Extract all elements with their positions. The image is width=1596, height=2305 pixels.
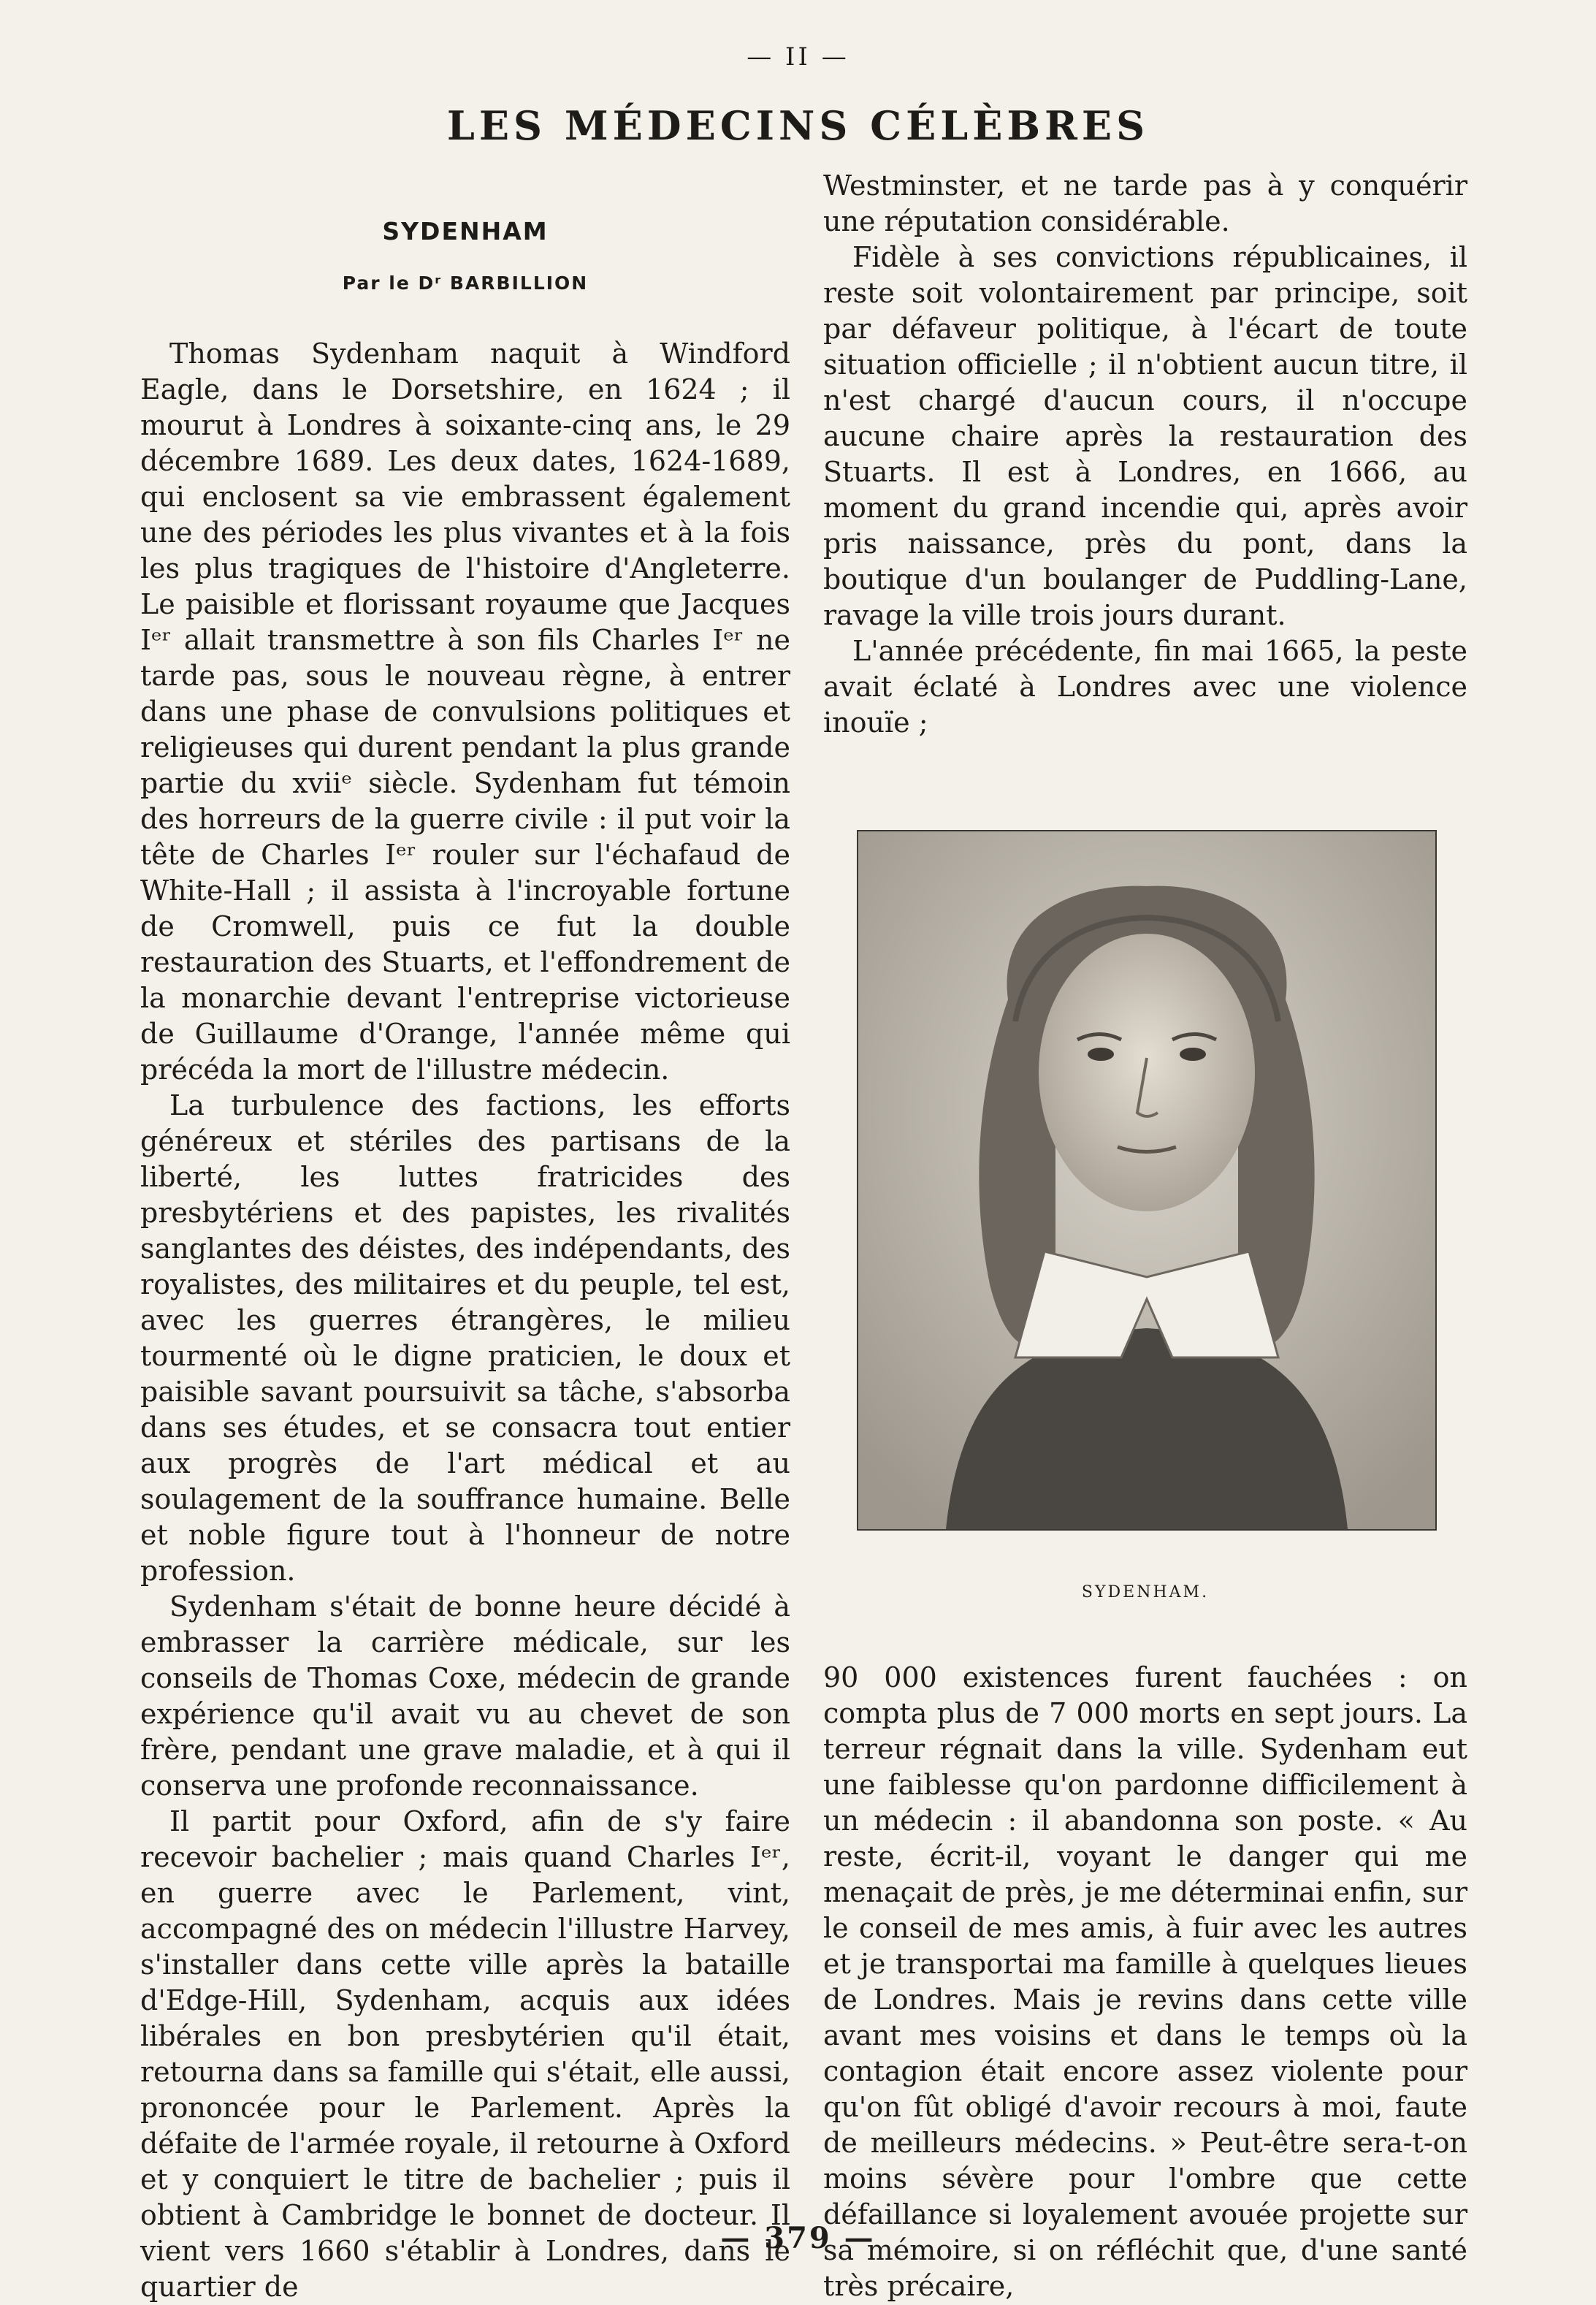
right-column xyxy=(823,168,1467,2304)
page-number: — 379 — xyxy=(720,2221,876,2255)
folio: — II — xyxy=(747,42,849,72)
paragraph: Thomas Sydenham naquit à Windford Eagle, dans le Dorsetshire, en 1624 ; il mourut à Londres à soixante-cinq ans, le 29 décembre 1689. Les deux dates, 1624-1689, qui enclosent sa vie embrassent également une des périodes les plus vivantes et à la fois les plus tragiques de l'histoire d'Angleterre. Le paisible et florissant royaume que Jacques Iᵉʳ allait transmettre à son fils Charles Iᵉʳ ne tarde pas, sous le nouveau règne, à entrer dans une phase de convulsions politiques et religieuses qui durent pendant la plus grande partie du xviiᵉ siècle. Sydenham fut témoin des horreurs de la guerre civile : il put voir la tête de Charles Iᵉʳ rouler sur l'échafaud de White-Hall ; il assista à l'incroyable fortune de Cromwell, puis ce fut la double restauration des Stuarts, et l'effondrement de la monarchie devant l'entreprise victorieuse de Guillaume d'Orange, l'année même qui précéda la mort de l'illustre médecin. xyxy=(140,338,790,1086)
portrait-image xyxy=(857,830,1437,1531)
portrait-figure xyxy=(857,830,1434,1610)
paragraph: 90 000 existences furent fauchées : on compta plus de 7 000 morts en sept jours. La terreur régnait dans la ville. Sydenham eut une faiblesse qu'on pardonne difficilement à un médecin : il abandonna son poste. « Au reste, écrit-il, voyant le danger qui me menaçait de près, je me déterminai enfin, sur le conseil de mes amis, à fuir avec les autres et je transportai ma famille à quelques lieues de Londres. Mais je revins dans cette ville avant mes voisins et dans le temps où la contagion était encore assez violente pour qu'on fût obligé d'avoir recours à moi, faute de meilleurs médecins. » Peut-être sera-t-on moins sévère pour l'ombre que cette défaillance si loyalement avouée projette sur sa mémoire, si on réfléchit que, d'une santé très précaire, xyxy=(823,1661,1467,2302)
left-column xyxy=(140,168,790,2305)
portrait-caption: SYDENHAM. xyxy=(1081,1583,1210,1601)
article-title: SYDENHAM xyxy=(382,217,549,245)
paragraph: La turbulence des factions, les efforts généreux et stériles des partisans de la liberté, les luttes fratricides des presbytériens et des papistes, les rivalités sanglantes des déistes, des indépendants, des royalistes, des militaires et du peuple, tel est, avec les guerres étrangères, le milieu tourmenté où le digne praticien, le doux et paisible savant poursuivit sa tâche, s'absorba dans ses études, et se consacra tout entier aux progrès de l'art médical et au soulagement de la souffrance humaine. Belle et noble figure tout à l'honneur de notre profession. xyxy=(140,1089,790,1587)
paragraph: Sydenham s'était de bonne heure décidé à embrasser la carrière médicale, sur les conseils de Thomas Coxe, médecin de grande expérience qu'il avait vu au chevet de son frère, pendant une grave maladie, et à qui il conserva une profonde reconnaissance. xyxy=(140,1590,790,1802)
section-title: LES MÉDECINS CÉLÈBRES xyxy=(446,102,1150,149)
portrait-illustration xyxy=(858,831,1435,1529)
paragraph: Il partit pour Oxford, afin de s'y faire recevoir bachelier ; mais quand Charles Iᵉʳ, en guerre avec le Parlement, vint, accompagné des on médecin l'illustre Harvey, s'installer dans cette ville après la bataille d'Edge-Hill, Sydenham, acquis aux idées libérales en bon presbytérien qu'il était, retourna dans sa famille qui s'était, elle aussi, prononcée pour le Parlement. Après la défaite de l'armée royale, il retourne à Oxford et y conquiert le titre de bachelier ; puis il obtient à Cambridge le bonnet de docteur. Il vient vers 1660 s'établir à Londres, dans le quartier de xyxy=(140,1805,790,2303)
article-byline: Par le Dʳ BARBILLION xyxy=(342,273,589,294)
paragraph: L'année précédente, fin mai 1665, la peste avait éclaté à Londres avec une violence inouïe ; xyxy=(823,635,1467,739)
paragraph: Fidèle à ses convictions républicaines, il reste soit volontairement par principe, soit par défaveur politique, à l'écart de toute situation officielle ; il n'obtient aucun titre, il n'est chargé d'aucun cours, il n'occupe aucune chaire après la restauration des Stuarts. Il est à Londres, en 1666, au moment du grand incendie qui, après avoir pris naissance, près du pont, dans la boutique d'un boulanger de Puddling-Lane, ravage la ville trois jours durant. xyxy=(823,241,1467,631)
paragraph: Westminster, et ne tarde pas à y conquérir une réputation considérable. xyxy=(823,169,1467,237)
